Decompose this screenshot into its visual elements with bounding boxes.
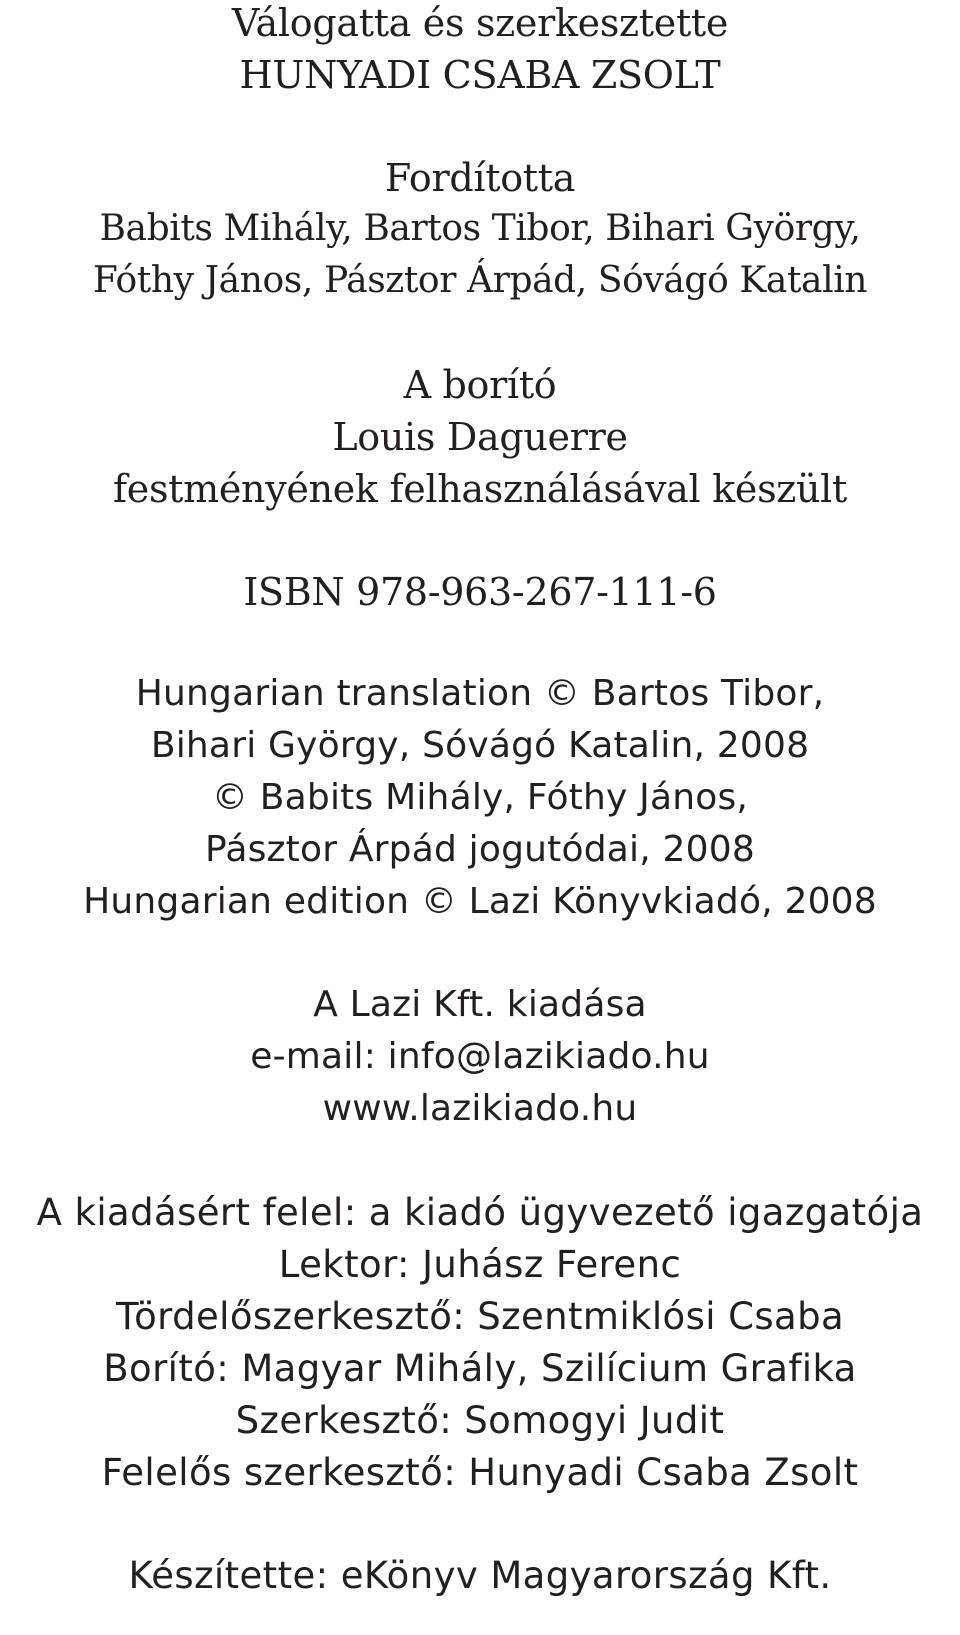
cover-line-2: Louis Daguerre bbox=[332, 415, 628, 459]
cover-line-3: festményének felhasználásával készült bbox=[113, 467, 847, 511]
publisher-email: e-mail: info@lazikiado.hu bbox=[250, 1036, 710, 1077]
credit-responsible: A kiadásért felel: a kiadó ügyvezető igazgatója bbox=[36, 1191, 924, 1234]
editor-label: Válogatta és szerkesztette bbox=[231, 1, 729, 45]
editor-name: HUNYADI CSABA ZSOLT bbox=[239, 53, 721, 97]
made-by: Készítette: eKönyv Magyarország Kft. bbox=[128, 1554, 832, 1597]
copyright-line-3: © Babits Mihály, Fóthy János, bbox=[211, 777, 749, 818]
credit-chief-editor: Felelős szerkesztő: Hunyadi Csaba Zsolt bbox=[101, 1451, 859, 1494]
credit-layout: Tördelőszerkesztő: Szentmiklósi Csaba bbox=[115, 1295, 845, 1338]
translators-line-2: Fóthy János, Pásztor Árpád, Sóvágó Katalin bbox=[92, 260, 868, 301]
credit-cover-design: Borító: Magyar Mihály, Szilícium Grafika bbox=[103, 1347, 857, 1390]
copyright-line-2: Bihari György, Sóvágó Katalin, 2008 bbox=[150, 725, 810, 766]
isbn: ISBN 978-963-267-111-6 bbox=[243, 570, 717, 614]
copyright-line-5: Hungarian edition © Lazi Könyvkiadó, 2008 bbox=[83, 881, 877, 922]
translators-line-1: Babits Mihály, Bartos Tibor, Bihari György, bbox=[99, 208, 861, 249]
copyright-line-4: Pásztor Árpád jogutódai, 2008 bbox=[205, 829, 755, 870]
translators-label: Fordította bbox=[384, 156, 576, 200]
publisher-line: A Lazi Kft. kiadása bbox=[313, 984, 647, 1025]
copyright-line-1: Hungarian translation © Bartos Tibor, bbox=[135, 673, 825, 714]
cover-line-1: A borító bbox=[403, 363, 557, 407]
publisher-website: www.lazikiado.hu bbox=[322, 1088, 638, 1129]
credit-editor: Szerkesztő: Somogyi Judit bbox=[235, 1399, 725, 1442]
credit-lector: Lektor: Juhász Ferenc bbox=[278, 1243, 682, 1286]
